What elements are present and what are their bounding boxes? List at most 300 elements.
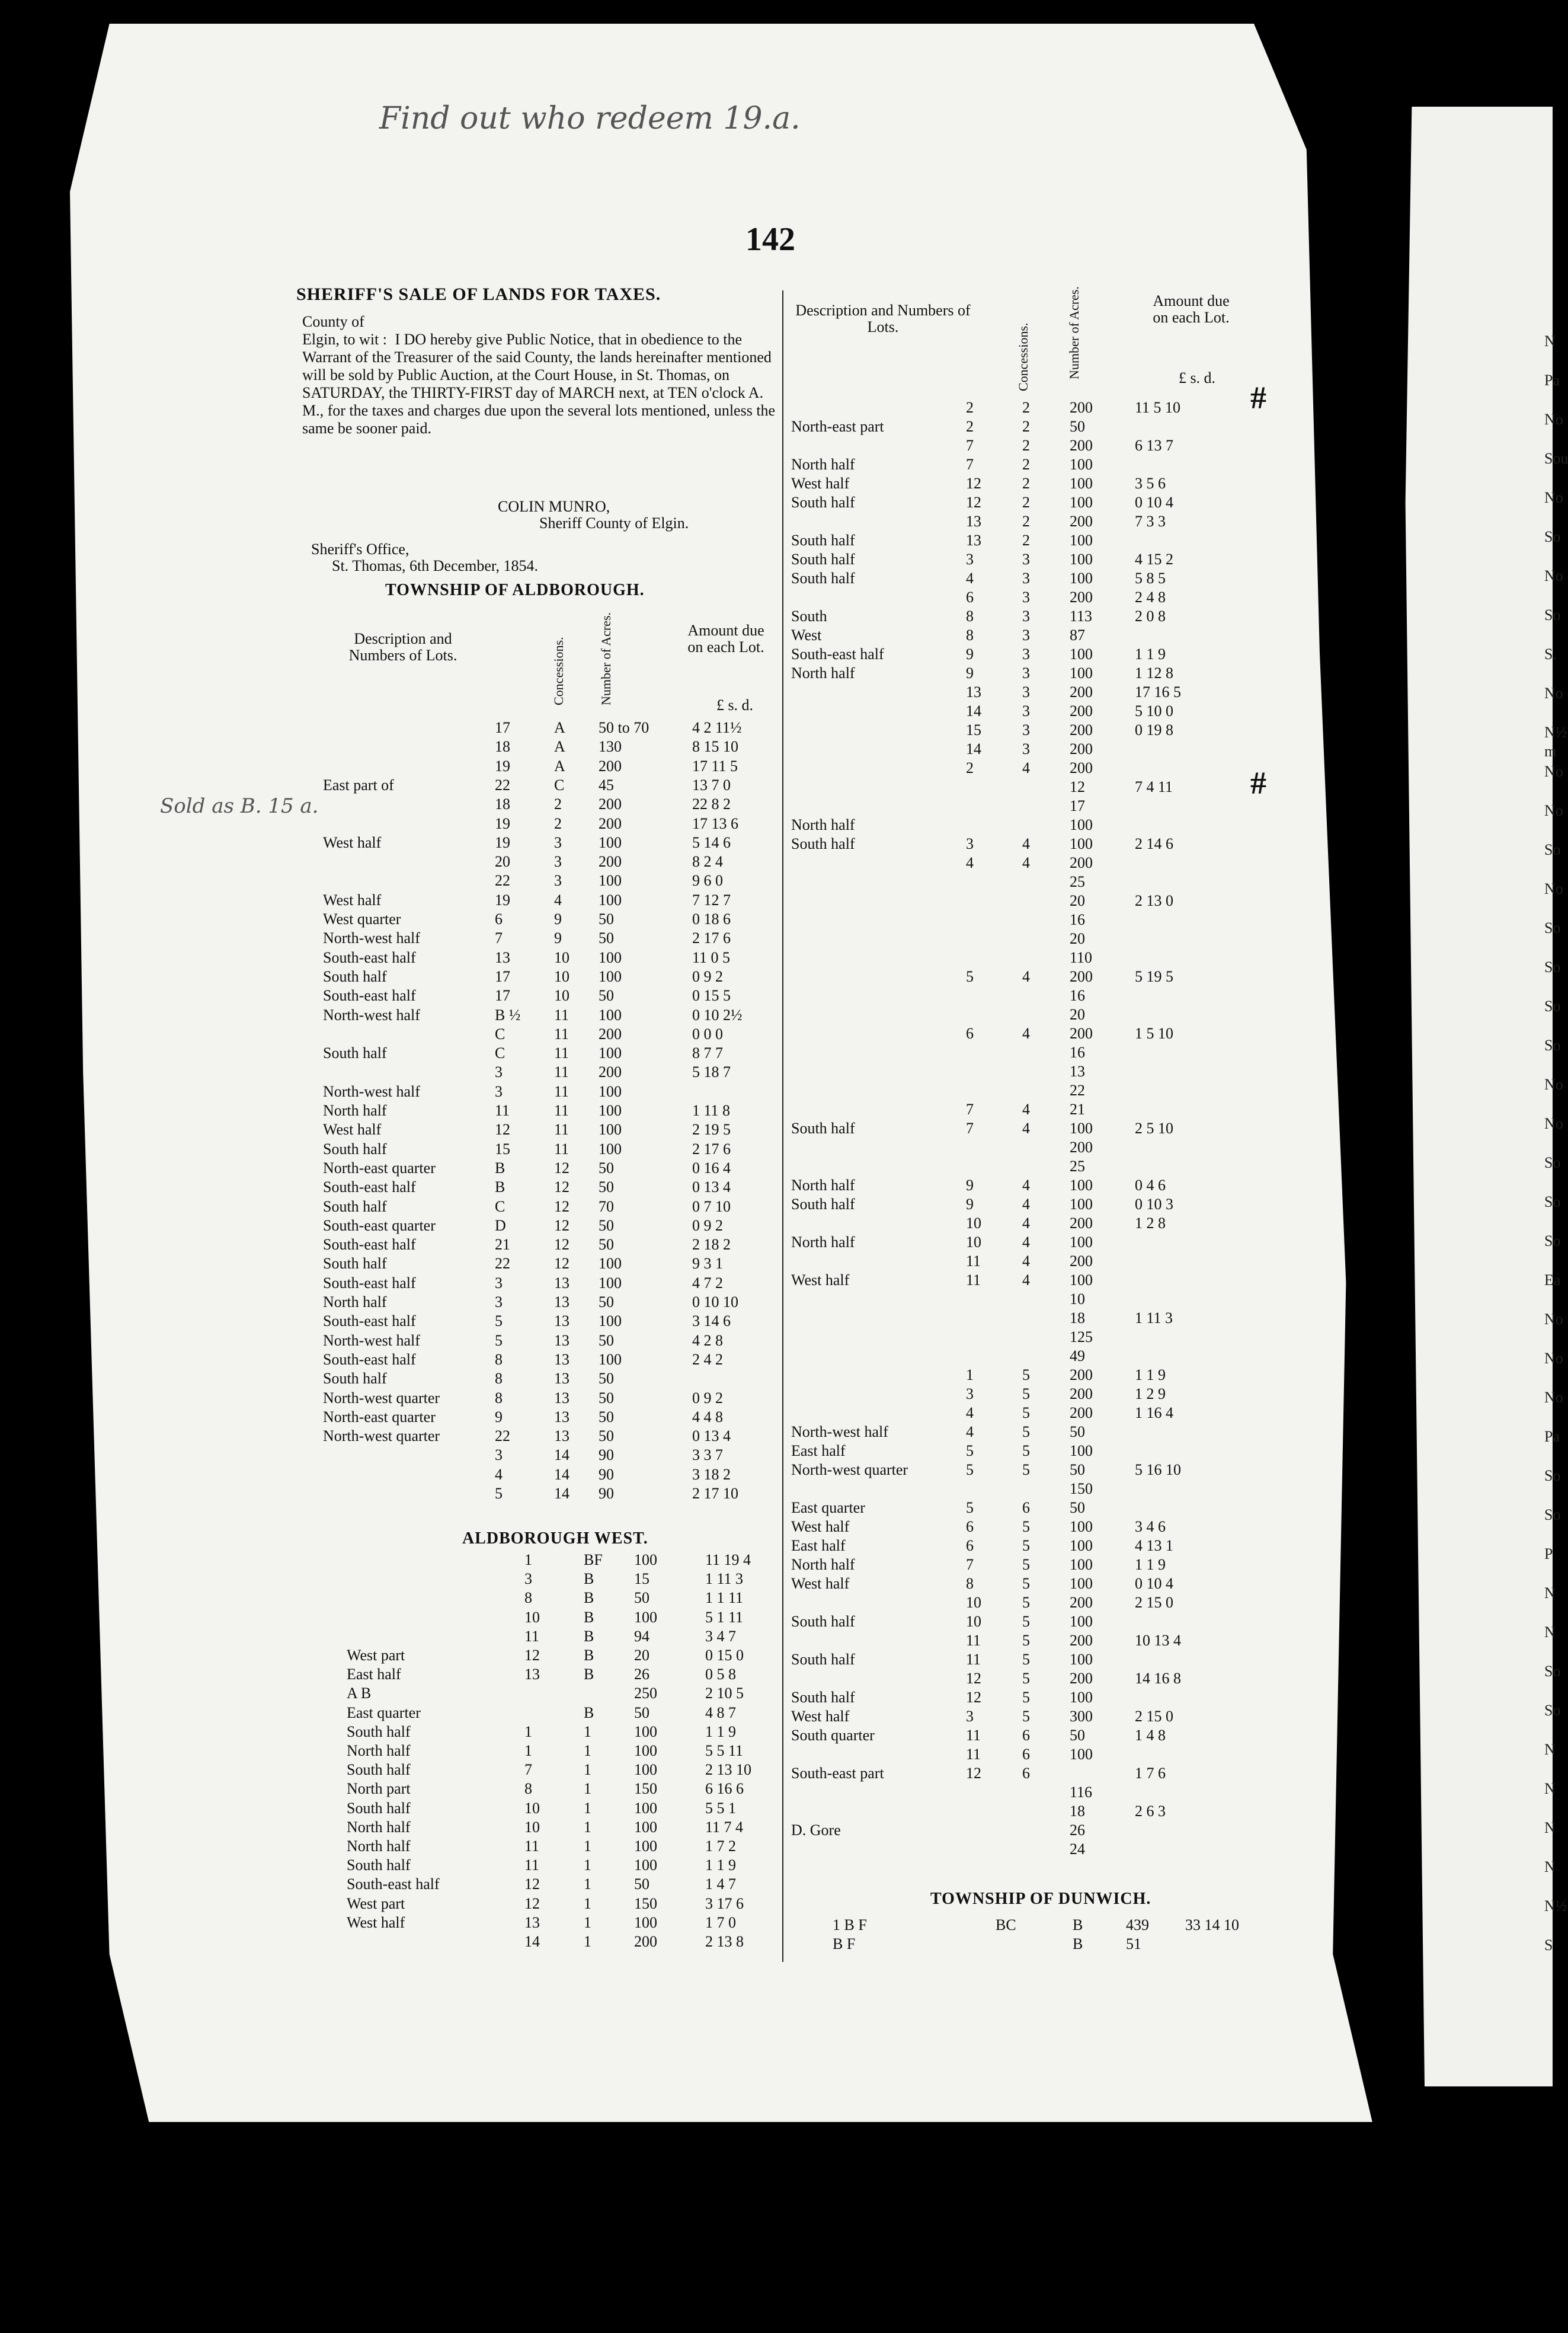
cell-amount: 0 13 4 [692, 1178, 731, 1196]
cell-description: South half [791, 1196, 855, 1213]
cell-description: 1 B F [833, 1916, 867, 1933]
cell-lot: 11 [524, 1627, 540, 1645]
cell-acres: 45 [599, 776, 614, 794]
cell-description: North half [791, 816, 855, 833]
cell-lot: C [495, 1197, 505, 1215]
cell-description: South-east half [347, 1875, 440, 1893]
cell-acres: 50 [599, 1216, 614, 1234]
cell-description: South [791, 608, 827, 625]
cell-description: West half [791, 475, 850, 492]
cell-description: North-west half [323, 1331, 420, 1349]
cell-acres: 100 [1070, 475, 1093, 492]
cell-lot: 12 [495, 1121, 510, 1139]
col-header-description: Description and Numbers of Lots. [348, 630, 457, 664]
cell-description: South half [791, 1120, 855, 1137]
cell-lot: 22 [495, 1255, 510, 1273]
cell-amount: 1 7 2 [705, 1837, 736, 1855]
cell-amount: 2 4 2 [692, 1350, 723, 1368]
cell-amount: 1 2 8 [1135, 1215, 1166, 1232]
cell-lot: 17 [495, 719, 510, 736]
cell-concession: 11 [554, 1025, 569, 1043]
cell-acres: 200 [1070, 1139, 1093, 1156]
cell-amount: 1 11 3 [1135, 1309, 1173, 1327]
side-fragment: N [1544, 1858, 1556, 1875]
cell-lot: 3 [495, 1063, 503, 1081]
col-header-amount: Amount due on each Lot. [687, 622, 764, 656]
cell-acres: 24 [1070, 1840, 1085, 1858]
cell-lot: 1 [524, 1551, 532, 1568]
cell-lot: 5 [966, 1499, 974, 1516]
cell-concession: B [1073, 1916, 1083, 1933]
cell-concession: 4 [1022, 1177, 1030, 1194]
cell-description: North half [347, 1837, 411, 1855]
cell-description: D. Gore [791, 1821, 841, 1839]
cell-lot: 19 [495, 833, 510, 851]
cell-lot: B ½ [495, 1006, 521, 1024]
side-fragment: No [1544, 802, 1563, 819]
cell-lot: 20 [495, 853, 510, 871]
cell-acres: 22 [1070, 1082, 1085, 1099]
cell-concession: C [554, 776, 565, 794]
cell-amount: 4 7 2 [692, 1274, 723, 1292]
cell-concession: 1 [584, 1894, 591, 1912]
cell-amount: 0 4 6 [1135, 1177, 1166, 1194]
cell-amount: 2 17 10 [692, 1485, 738, 1502]
cell-concession: 12 [554, 1178, 569, 1196]
cell-lot: 10 [966, 1215, 981, 1232]
cell-description: South half [323, 1197, 387, 1215]
cell-concession: 5 [1022, 1461, 1030, 1478]
cell-lot: 18 [495, 738, 510, 756]
cell-acres: 200 [1070, 1385, 1093, 1402]
cell-concession: 3 [1022, 721, 1030, 739]
cell-acres: 200 [1070, 721, 1093, 739]
cell-amount: 8 7 7 [692, 1044, 723, 1062]
side-fragment: No [1544, 1115, 1563, 1132]
cell-acres: 17 [1070, 797, 1085, 814]
cell-lot: 1 [524, 1742, 532, 1759]
cell-concession: B [584, 1647, 594, 1664]
cell-concession: B [1073, 1935, 1083, 1952]
cell-description: West quarter [323, 910, 401, 928]
side-fragment: So [1544, 606, 1561, 624]
cell-concession: 6 [1022, 1727, 1030, 1744]
cell-lot: 5 [966, 968, 974, 985]
cell-lot: 11 [966, 1252, 981, 1270]
cell-concession: B [584, 1666, 594, 1683]
cell-acres: 100 [1070, 1556, 1093, 1573]
cell-lot: 19 [495, 814, 510, 832]
cell-concession: B [584, 1608, 594, 1626]
cell-description: North-west quarter [323, 1427, 440, 1445]
cell-amount: 11 5 10 [1135, 399, 1181, 416]
cell-concession: 3 [1022, 589, 1030, 606]
cell-concession: 5 [1022, 1651, 1030, 1668]
cell-description: South half [323, 1044, 387, 1062]
cell-concession: 14 [554, 1485, 569, 1502]
cell-concession: 13 [554, 1389, 569, 1407]
cell-acres: 200 [1070, 854, 1093, 871]
side-fragment: N [1544, 1741, 1556, 1758]
cell-description: North-east part [791, 418, 884, 435]
cell-acres: 100 [634, 1761, 657, 1779]
cell-amount: 3 3 7 [692, 1446, 723, 1464]
cell-lot: 8 [966, 608, 974, 625]
cell-amount: 1 11 3 [705, 1570, 744, 1588]
cell-acres: 50 [599, 929, 614, 947]
side-fragment: So [1544, 1232, 1561, 1249]
side-fragment: Sou [1544, 450, 1568, 467]
cell-amount: 2 5 10 [1135, 1120, 1173, 1137]
cell-description: North-west half [323, 1082, 420, 1100]
cell-amount: 5 19 5 [1135, 968, 1173, 985]
cell-description: North part [347, 1780, 411, 1798]
cell-amount: 4 2 11½ [692, 719, 742, 736]
cell-amount: 1 1 9 [1135, 645, 1166, 663]
col-header-concessions: Concessions. [551, 637, 566, 705]
cell-description: North half [791, 1177, 855, 1194]
cell-description: North half [347, 1742, 411, 1759]
side-fragment: No [1544, 763, 1563, 780]
cell-acres: 200 [1070, 1670, 1093, 1687]
cell-amount: 5 5 1 [705, 1799, 736, 1817]
cell-lot: 11 [495, 1102, 510, 1119]
side-fragment: Pa [1544, 1428, 1560, 1445]
cell-lot: 15 [966, 721, 981, 739]
cell-amount: 1 7 6 [1135, 1765, 1166, 1782]
cell-lot: 3 [524, 1570, 532, 1588]
cell-amount: 0 10 3 [1135, 1196, 1173, 1213]
cell-acres: 100 [1070, 1120, 1093, 1137]
hash-mark: # [1250, 765, 1266, 801]
dunwich-title: TOWNSHIP OF DUNWICH. [930, 1890, 1151, 1908]
cell-acres: 100 [634, 1551, 657, 1568]
cell-acres: 100 [599, 1312, 622, 1330]
cell-description: South-east quarter [323, 1216, 436, 1234]
cell-lot: 19 [495, 757, 510, 775]
column-divider [782, 290, 783, 1962]
cell-lot: 9 [966, 1177, 974, 1194]
cell-amount: 8 2 4 [692, 853, 723, 871]
cell-lot: 4 [966, 570, 974, 587]
cell-description: West half [791, 1518, 850, 1535]
cell-description: A B [347, 1685, 372, 1702]
cell-concession: 3 [554, 872, 562, 890]
cell-amount: 1 1 9 [705, 1856, 736, 1874]
cell-description: South-east half [323, 948, 416, 966]
cell-lot: 2 [966, 399, 974, 416]
cell-acres: 300 [1070, 1708, 1093, 1725]
cell-amount: 0 5 8 [705, 1666, 736, 1683]
cell-concession: 4 [1022, 1120, 1030, 1137]
cell-lot: 6 [966, 1025, 974, 1042]
cell-acres: 200 [599, 795, 622, 813]
cell-lot: 13 [524, 1666, 540, 1683]
cell-acres: 100 [1070, 494, 1093, 511]
cell-acres: 200 [1070, 1215, 1093, 1232]
cell-description: East part of [323, 776, 394, 794]
cell-acres: 150 [634, 1894, 657, 1912]
cell-lot: 8 [495, 1370, 503, 1388]
cell-description: West part [347, 1894, 405, 1912]
cell-acres: 200 [1070, 1252, 1093, 1270]
side-fragment: So [1544, 1193, 1561, 1210]
side-fragment: So [1544, 1663, 1561, 1680]
cell-acres: 25 [1070, 1158, 1085, 1175]
cell-concession: 3 [554, 853, 562, 871]
cell-acres: 100 [1070, 1196, 1093, 1213]
cell-lot: 5 [495, 1331, 503, 1349]
cell-amount: 5 5 11 [705, 1742, 744, 1759]
cell-concession: 13 [554, 1312, 569, 1330]
cell-amount: 0 0 0 [692, 1025, 723, 1043]
cell-acres: 100 [1070, 1537, 1093, 1554]
cell-acres: 100 [599, 891, 622, 909]
cell-amount: 2 14 6 [1135, 835, 1173, 852]
cell-concession: 4 [1022, 759, 1030, 776]
cell-acres: 100 [1070, 1271, 1093, 1289]
cell-lot: 12 [966, 475, 981, 492]
cell-amount: 1 2 9 [1135, 1385, 1166, 1402]
cell-acres: 50 [599, 1178, 614, 1196]
cell-lot: 11 [966, 1727, 981, 1744]
cell-acres: 50 [599, 1370, 614, 1388]
side-fragment: N½ m [1544, 724, 1567, 760]
cell-description: South-east half [323, 1350, 416, 1368]
cell-acres: 25 [1070, 873, 1085, 890]
side-fragment: No [1544, 1311, 1563, 1328]
side-fragment: So [1544, 1154, 1561, 1171]
cell-amount: 3 4 7 [705, 1627, 736, 1645]
cell-amount: 11 19 4 [705, 1551, 751, 1568]
cell-lot: 2 [966, 418, 974, 435]
cell-concession: 1 [584, 1933, 591, 1950]
cell-lot: 18 [495, 795, 510, 813]
cell-acres: 100 [634, 1722, 657, 1740]
cell-description: East quarter [791, 1499, 865, 1516]
cell-acres: 20 [1070, 892, 1085, 909]
cell-acres: 70 [599, 1197, 614, 1215]
cell-acres: 50 [599, 1293, 614, 1311]
side-fragment: So [1544, 1467, 1561, 1484]
cell-concession: 10 [554, 948, 569, 966]
cell-concession: 11 [554, 1082, 569, 1100]
cell-amount: 1 1 9 [1135, 1366, 1166, 1383]
cell-acres: 100 [634, 1913, 657, 1931]
cell-concession: 2 [1022, 494, 1030, 511]
notice-text: I DO hereby give Public Notice, that in obedience to the Warrant of the Treasurer of the said County, the lands hereinafter mentioned will be sold by Public Auction, at the Court House, in St. Thomas, on SATURDAY, the THIRTY-FIRST day of MARCH next, at TEN o'clock A. M., for the taxes and charges due upon the several lots mentioned, unless the same be sooner paid. [302, 331, 776, 437]
cell-acres: 150 [634, 1780, 657, 1798]
cell-concession: 3 [1022, 570, 1030, 587]
cell-amount: 5 14 6 [692, 833, 731, 851]
cell-amount: 0 9 2 [692, 967, 723, 985]
cell-concession: 13 [554, 1274, 569, 1292]
side-fragment: N [1544, 333, 1556, 350]
cell-amount: 9 6 0 [692, 872, 723, 890]
cell-concession: 2 [1022, 513, 1030, 530]
cell-acres: 100 [1070, 664, 1093, 682]
cell-description: South half [323, 1370, 387, 1388]
cell-description: East half [347, 1666, 401, 1683]
cell-amount: 7 3 3 [1135, 513, 1166, 530]
cell-concession: 11 [554, 1121, 569, 1139]
cell-acres: 87 [1070, 627, 1085, 644]
cell-amount: 0 10 4 [1135, 1575, 1173, 1592]
cell-acres: 100 [599, 1044, 622, 1062]
cell-acres: 10 [1070, 1290, 1085, 1308]
cell-concession: 13 [554, 1370, 569, 1388]
cell-amount: 0 15 0 [705, 1647, 744, 1664]
adjacent-page-edge [1393, 107, 1553, 2086]
cell-acres: 90 [599, 1465, 614, 1483]
office-line: Sheriff's Office, [311, 541, 409, 558]
cell-description: South-east half [323, 1178, 416, 1196]
notice-title: SHERIFF'S SALE OF LANDS FOR TAXES. [296, 285, 661, 304]
cell-lot: C [495, 1025, 505, 1043]
cell-lot: 7 [495, 929, 503, 947]
cell-acres: 100 [1070, 1177, 1093, 1194]
cell-concession: B [584, 1704, 594, 1721]
cell-acres: 50 [599, 1427, 614, 1445]
cell-lot: 13 [524, 1913, 540, 1931]
cell-acres: 100 [599, 1082, 622, 1100]
cell-concession: 1 [584, 1780, 591, 1798]
cell-acres: 200 [1070, 513, 1093, 530]
cell-description: South half [347, 1799, 411, 1817]
cell-lot: D [495, 1216, 506, 1234]
cell-acres: 12 [1070, 778, 1085, 795]
cell-acres: 100 [599, 1140, 622, 1158]
cell-amount: 10 13 4 [1135, 1632, 1181, 1649]
cell-lot: 17 [495, 987, 510, 1005]
cell-amount: 17 13 6 [692, 814, 738, 832]
cell-lot: 3 [495, 1293, 503, 1311]
cell-amount: 7 12 7 [692, 891, 731, 909]
cell-concession: 5 [1022, 1518, 1030, 1535]
cell-amount: 0 13 4 [692, 1427, 731, 1445]
cell-lot: 5 [966, 1461, 974, 1478]
cell-acres: 125 [1070, 1328, 1093, 1346]
cell-concession: 5 [1022, 1670, 1030, 1687]
cell-description: South half [347, 1722, 411, 1740]
cell-acres: 200 [599, 814, 622, 832]
cell-amount: 1 12 8 [1135, 664, 1173, 682]
cell-concession: 6 [1022, 1746, 1030, 1763]
cell-concession: 3 [554, 833, 562, 851]
cell-acres: 100 [599, 1274, 622, 1292]
cell-acres: 94 [634, 1627, 649, 1645]
cell-amount: 2 10 5 [705, 1685, 744, 1702]
cell-acres: 100 [599, 1255, 622, 1273]
cell-amount: 1 1 9 [705, 1722, 736, 1740]
cell-description: West half [791, 1708, 850, 1725]
cell-amount: 3 14 6 [692, 1312, 731, 1330]
cell-description: North-west half [323, 929, 420, 947]
cell-lot: 10 [966, 1594, 981, 1611]
cell-lot: 7 [966, 437, 974, 454]
cell-concession: 1 [584, 1761, 591, 1779]
side-fragment: Ea [1544, 1271, 1561, 1289]
side-fragment: So [1544, 841, 1561, 858]
cell-acres: 20 [1070, 930, 1085, 947]
cell-concession: 4 [1022, 1101, 1030, 1118]
cell-concession: 13 [554, 1350, 569, 1368]
county-label: County of Elgin, to wit : [302, 313, 387, 348]
cell-lot: 2 [966, 759, 974, 776]
cell-concession: 3 [1022, 551, 1030, 568]
cell-acres: 200 [1070, 589, 1093, 606]
cell-lot: B [495, 1159, 505, 1177]
cell-concession: 5 [1022, 1537, 1030, 1554]
cell-lot: 12 [966, 1670, 981, 1687]
cell-lot: 3 [966, 1385, 974, 1402]
cell-lot: 3 [966, 551, 974, 568]
cell-description: North-west quarter [791, 1461, 908, 1478]
cell-lot: 12 [524, 1894, 540, 1912]
date-line: St. Thomas, 6th December, 1854. [332, 557, 538, 574]
cell-acres: 100 [634, 1799, 657, 1817]
cell-acres: 50 [599, 1408, 614, 1426]
handwritten-sold-note: Sold as B. 15 a. [160, 794, 319, 818]
cell-acres: 100 [599, 967, 622, 985]
cell-concession: 2 [554, 795, 562, 813]
cell-acres: 200 [1070, 437, 1093, 454]
cell-acres: 100 [1070, 1689, 1093, 1706]
cell-concession: 12 [554, 1159, 569, 1177]
cell-lot: 12 [966, 1689, 981, 1706]
cell-description: South half [791, 532, 855, 549]
cell-description: North half [791, 456, 855, 473]
cell-concession: 9 [554, 929, 562, 947]
cell-description: South half [347, 1856, 411, 1874]
cell-lot: 4 [966, 1423, 974, 1440]
cell-description: South-east half [323, 1312, 416, 1330]
cell-amount: 13 7 0 [692, 776, 731, 794]
col-header-lsd-right: £ s. d. [1178, 369, 1216, 386]
cell-amount: 2 19 5 [692, 1121, 731, 1139]
cell-lot: 3 [495, 1446, 503, 1464]
cell-lot: 11 [966, 1746, 981, 1763]
col-header-acres-right: Number of Acres. [1067, 286, 1081, 379]
cell-acres: 100 [1070, 551, 1093, 568]
cell-amount: 8 15 10 [692, 738, 738, 756]
cell-amount: 1 4 7 [705, 1875, 736, 1893]
cell-description: South half [791, 1689, 855, 1706]
cell-lot: 7 [524, 1761, 532, 1779]
side-fragment: N [1544, 1623, 1556, 1641]
cell-lot: 7 [966, 1120, 974, 1137]
cell-amount: 4 15 2 [1135, 551, 1173, 568]
cell-acres: 200 [634, 1933, 657, 1950]
cell-concession: 5 [1022, 1708, 1030, 1725]
cell-lot: 9 [966, 645, 974, 663]
cell-amount: 4 2 8 [692, 1331, 723, 1349]
side-fragment: So [1544, 1506, 1561, 1523]
cell-acres: 100 [599, 872, 622, 890]
cell-acres: 50 [599, 1159, 614, 1177]
cell-acres: 50 [1070, 1727, 1085, 1744]
cell-acres: 20 [1070, 1006, 1085, 1023]
cell-concession: 6 [1022, 1765, 1030, 1782]
side-fragment: No [1544, 1076, 1563, 1093]
cell-lot: 12 [524, 1647, 540, 1664]
cell-description: South half [791, 835, 855, 852]
side-fragment: So [1544, 528, 1561, 545]
cell-amount: 5 1 11 [705, 1608, 744, 1626]
cell-amount: 2 13 0 [1135, 892, 1173, 909]
cell-lot: 6 [966, 589, 974, 606]
cell-concession: 2 [1022, 418, 1030, 435]
